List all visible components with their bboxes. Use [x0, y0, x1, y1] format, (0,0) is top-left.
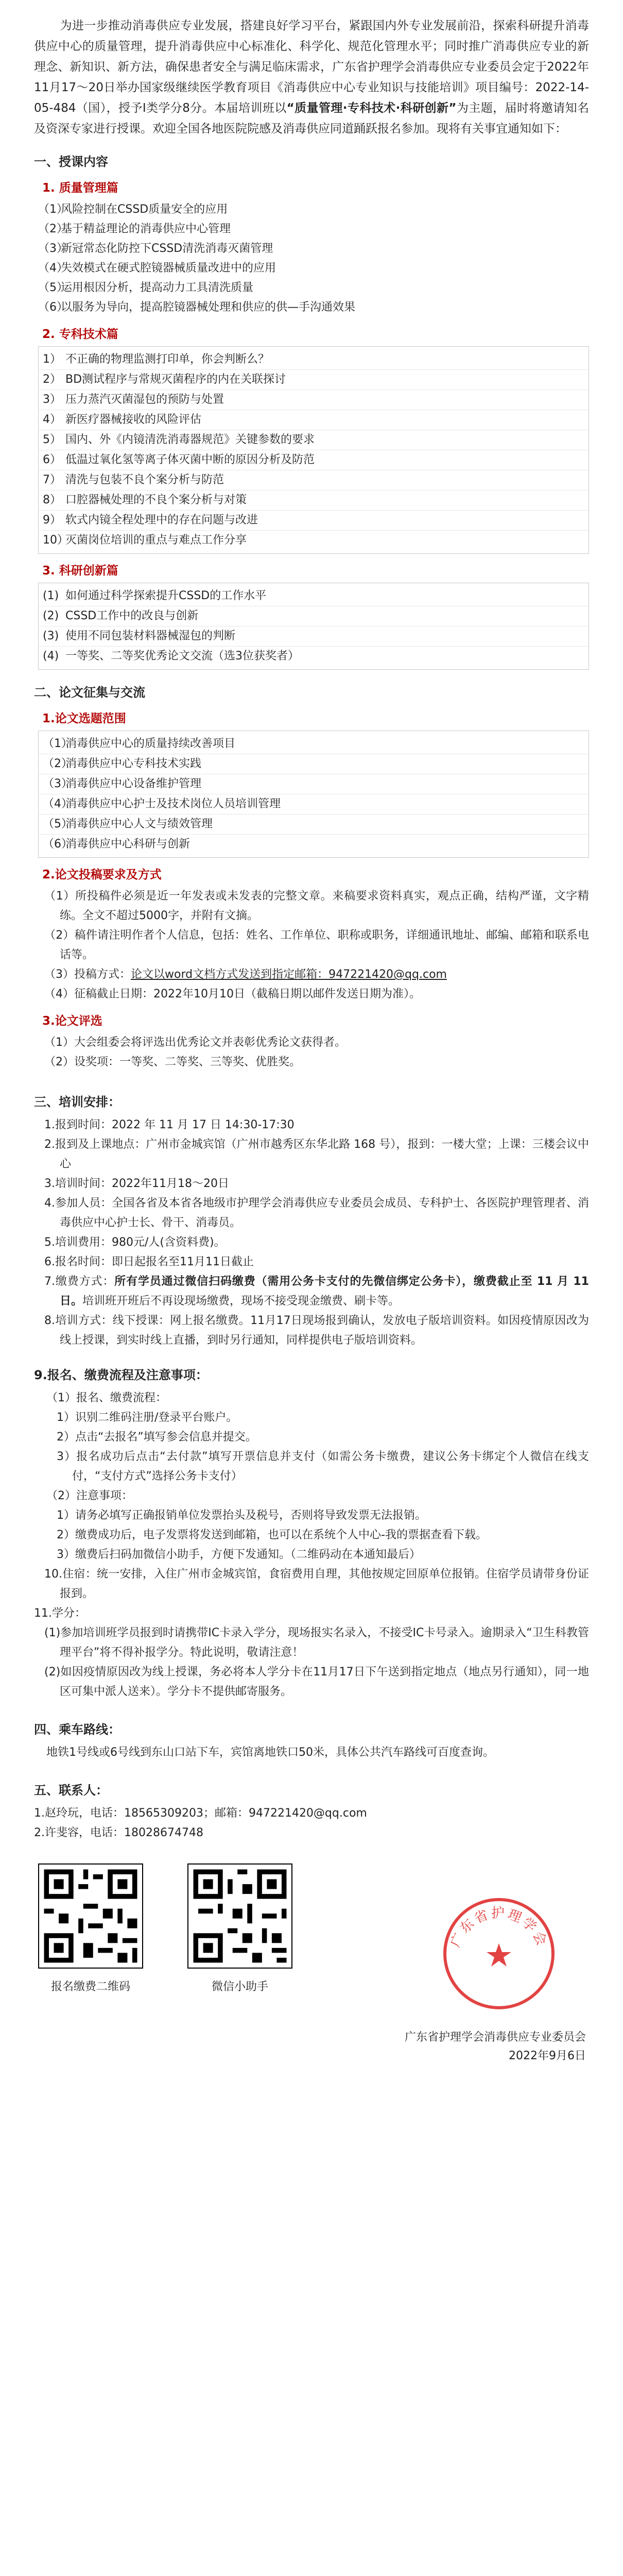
contact-2: 2.许斐容，电话：18028674748 — [34, 1826, 203, 1839]
list-num: 4） — [43, 413, 61, 426]
list-text: 低温过氧化氢等离子体灭菌中断的原因分析及防范 — [65, 453, 315, 466]
list-text: 口腔器械处理的不良个案分析与对策 — [65, 494, 247, 506]
submission-p4: （4）征稿截止日期：2022年10月10日（截稿日期以邮件发送日期为准）。 — [44, 988, 421, 1001]
accommodation: 10.住宿：统一安排，入住广州市金城宾馆，食宿费用自理，其他按规定回原单位报销。住宿学员请带身份证报到。 — [44, 1568, 589, 1600]
list-num: （2） — [38, 223, 68, 235]
submission-email-link[interactable]: 论文以word文档方式发送到指定邮箱：947221420@qq.com — [131, 968, 447, 981]
list-item — [39, 490, 589, 511]
quality-management-title: 1. 质量管理篇 — [42, 181, 118, 195]
intro-text-2: 为主题，届时将邀请知名及资深专家进行授课。欢迎全国各地医院院感及消毒供应同道踊跃报名参加。现将有关事宜通知如下： — [34, 101, 590, 135]
list-num: (2) — [43, 609, 59, 622]
list-item — [39, 606, 589, 626]
intro-text-1: 为进一步推动消毒供应专业发展，搭建良好学习平台，紧跟国内外专业发展前沿，探索科研提升消毒供应中心的质量管理，提升消毒供应中心标准化、科学化、规范化管理水平；同时推广消毒供应专业的新理念、新知识、新方法，确保患者安全与满足临床需求，广东省护理学会消毒供应专业委员会定于2022年11月17～20日举办国家级继续医学教育项目《消毒供应中心专业知识与技能培训》项目编号：2022-14-05-484（国），授予I类学分8分。本届培训班以 — [34, 19, 589, 115]
training-p3: 3.培训时间：2022年11月18～20日 — [44, 1177, 229, 1190]
credit-1: (1)参加培训班学员报到时请携带IC卡录入学分，现场报实名录入，不接受IC卡号录入。逾期录入“卫生科教管理平台”将不得补报学分。特此说明，敬请注意！ — [44, 1626, 589, 1659]
note-2: 2）缴费成功后，电子发票将发送到邮箱，也可以在系统个人中心-我的票据查看下载。 — [57, 1529, 487, 1541]
list-text: 消毒供应中心科研与创新 — [65, 838, 191, 851]
list-num: （4） — [38, 262, 68, 275]
credit-2: (2)如因疫情原因改为线上授课，务必将本人学分卡在11月17日下午送到指定地点（地点另行通知），同一地区可集中派人送来）。学分卡不提供邮寄服务。 — [44, 1666, 589, 1698]
list-num: （1） — [43, 737, 73, 750]
list-num: （5） — [43, 818, 73, 831]
list-item — [39, 815, 589, 835]
stamp-seal-icon — [440, 1894, 558, 2013]
list-text: 失效模式在硬式腔镜器械质量改进中的应用 — [61, 262, 276, 275]
list-text: 消毒供应中心设备维护管理 — [65, 777, 202, 790]
list-item — [39, 370, 589, 390]
contact-title: 五、联系人： — [34, 1783, 108, 1798]
list-text: 压力蒸汽灭菌湿包的预防与处置 — [65, 393, 224, 406]
review-p2: （2）设奖项：一等奖、二等奖、三等奖、优胜奖。 — [44, 1056, 301, 1069]
list-item — [39, 511, 589, 531]
review-title: 3.论文评选 — [42, 1014, 102, 1028]
list-num: 5） — [43, 433, 61, 446]
submission-p1: （1）所投稿件必须是近一年发表或未发表的完整文章。来稿要求资料真实，观点正确，结构严谨，文字精练。全文不超过5000字，并附有文摘。 — [44, 890, 589, 922]
list-num: 6） — [43, 453, 61, 466]
paper-scope-title: 1.论文选题范围 — [42, 712, 126, 725]
list-item — [39, 470, 589, 490]
section-teaching-content-title: 一、授课内容 — [34, 155, 108, 169]
training-p8: 8.培训方式：线下授课：网上报名缴费。11月17日现场报到确认，发放电子版培训资料。如因疫情原因改为线上授课，到实时线上直播，到时另行通知，同样提供电子版培训资料。 — [44, 1314, 589, 1347]
flow-step-3: 3）报名成功后点击“去付款”填写开票信息并支付（如需公务卡缴费，建议公务卡绑定个人微信在线支付，“支付方式”选择公务卡支付） — [57, 1450, 589, 1483]
list-num: (4) — [43, 650, 59, 663]
registration-qr-block — [34, 1863, 147, 1994]
submission-title: 2.论文投稿要求及方式 — [42, 868, 162, 882]
list-item — [39, 647, 589, 666]
list-text: 风险控制在CSSD质量安全的应用 — [61, 203, 228, 216]
research-title: 3. 科研创新篇 — [42, 564, 118, 578]
list-text: 消毒供应中心专科技术实践 — [65, 757, 202, 770]
training-p7-bold: 所有学员通过微信扫码缴费（需用公务卡支付的先微信绑定公务卡），缴费截止至 11 月 11 日。 — [60, 1275, 589, 1308]
list-num: （3） — [43, 777, 73, 790]
training-p2: 2.报到及上课地点：广州市金城宾馆（广州市越秀区东华北路 168 号），报到：一楼大堂；上课：三楼会议中心 — [44, 1138, 589, 1171]
list-num: (1) — [43, 589, 59, 602]
list-item — [39, 835, 589, 854]
list-item — [34, 219, 589, 239]
training-p7-lead: 7.缴费方式： — [44, 1275, 115, 1288]
list-num: （5） — [38, 281, 68, 294]
intro-paragraph — [34, 15, 589, 139]
list-text: 新冠常态化防控下CSSD清洗消毒灭菌管理 — [61, 242, 273, 255]
list-item — [39, 430, 589, 450]
list-item — [39, 774, 589, 794]
flow-title: （1）报名、缴费流程： — [46, 1392, 167, 1404]
list-item — [34, 298, 589, 317]
list-num: (3) — [43, 630, 59, 642]
training-p6: 6.报名时间：即日起报名至11月11日截止 — [44, 1256, 254, 1268]
qr-pattern-icon — [188, 1865, 291, 1968]
list-item — [39, 626, 589, 647]
list-text: 软式内镜全程处理中的存在问题与改进 — [65, 514, 258, 527]
list-item — [34, 239, 589, 259]
list-item — [39, 531, 589, 550]
list-item — [39, 794, 589, 815]
list-item — [39, 586, 589, 606]
intro-theme: “质量管理·专科技术·科研创新” — [286, 101, 457, 115]
list-text: 消毒供应中心护士及技术岗位人员培训管理 — [65, 798, 281, 810]
list-num: 10） — [43, 534, 68, 547]
training-p1: 1.报到时间：2022 年 11 月 17 日 14:30-17:30 — [44, 1118, 295, 1131]
list-item — [39, 390, 589, 410]
list-text: 消毒供应中心人文与绩效管理 — [65, 818, 213, 831]
list-item — [39, 450, 589, 470]
submission-p3-lead: （3）投稿方式： — [44, 968, 131, 981]
official-stamp — [440, 1894, 558, 2013]
list-num: （4） — [43, 798, 73, 810]
training-p5: 5.培训费用：980元/人(含资料费)。 — [44, 1236, 226, 1249]
list-item — [39, 350, 589, 370]
training-p4: 4.参加人员：全国各省及本省各地级市护理学会消毒供应专业委员会成员、专科护士、各医院护理管理者、消毒供应中心护士长、骨干、消毒员。 — [44, 1197, 589, 1229]
note-1: 1）请务必填写正确报销单位发票抬头及税号，否则将导致发票无法报销。 — [57, 1509, 426, 1522]
note-title: （2）注意事项： — [46, 1489, 133, 1502]
list-item — [34, 278, 589, 298]
list-num: 7） — [43, 473, 61, 486]
review-p1: （1）大会组委会将评选出优秀论文并表彰优秀论文获得者。 — [44, 1036, 346, 1049]
list-item — [39, 754, 589, 774]
flow-step-1: 1）识别二维码注册/登录平台账户。 — [57, 1411, 238, 1424]
research-list — [38, 583, 589, 670]
stamp-text: 广东省护理学会 — [447, 1906, 550, 1950]
credit-title: 11.学分： — [34, 1607, 86, 1620]
transport-title: 四、乘车路线： — [34, 1722, 120, 1737]
list-num: （3） — [38, 242, 68, 255]
list-text: 新医疗器械接收的风险评估 — [65, 413, 202, 426]
technique-list — [38, 346, 589, 554]
transport-text: 地铁1号线或6号线到东山口站下车，宾馆离地铁口50米，具体公共汽车路线可百度查询。 — [46, 1746, 494, 1759]
qr-pattern-icon — [39, 1865, 142, 1968]
list-text: 消毒供应中心的质量持续改善项目 — [65, 737, 236, 750]
registration-qr-code[interactable] — [38, 1863, 143, 1969]
training-p7 — [34, 1272, 589, 1311]
assistant-qr-block — [183, 1863, 297, 1994]
list-text: 如何通过科学探索提升CSSD的工作水平 — [65, 589, 267, 602]
list-text: 运用根因分析，提高动力工具清洗质量 — [61, 281, 254, 294]
assistant-qr-code[interactable] — [187, 1863, 292, 1969]
list-num: （6） — [38, 301, 68, 314]
quality-management-list — [34, 200, 589, 317]
section-paper-title: 二、论文征集与交流 — [34, 685, 145, 700]
contact-1: 1.赵玲玩，电话：18565309203；邮箱：947221420@qq.com — [34, 1807, 367, 1820]
list-num: （6） — [43, 838, 73, 851]
section-training-title: 三、培训安排： — [34, 1095, 120, 1109]
list-num: 8） — [43, 494, 61, 506]
list-text: 使用不同包装材料器械湿包的判断 — [65, 630, 236, 642]
list-num: 1） — [43, 353, 61, 366]
list-num: 3） — [43, 393, 61, 406]
list-text: 以服务为导向，提高腔镜器械处理和供应的供—手沟通效果 — [61, 301, 356, 314]
submission-p2: （2）稿件请注明作者个人信息，包括：姓名、工作单位、职称或职务，详细通讯地址、邮编、邮箱和联系电话等。 — [44, 929, 589, 961]
list-text: 不正确的物理监测打印单，你会判断么？ — [65, 353, 270, 366]
training-p7-tail: 培训班开班后不再设现场缴费，现场不接受现金缴费、刷卡等。 — [82, 1295, 400, 1308]
list-num: （1） — [38, 203, 68, 216]
list-text: 清洗与包装不良个案分析与防范 — [65, 473, 224, 486]
signature-date: 2022年9月6日 — [509, 2049, 586, 2062]
registration-title: 9.报名、缴费流程及注意事项： — [34, 1368, 208, 1382]
list-text: 一等奖、二等奖优秀论文交流（选3位获奖者） — [65, 650, 299, 663]
flow-step-2: 2）点击“去报名”填写参会信息并提交。 — [57, 1431, 257, 1444]
assistant-qr-caption: 微信小助手 — [211, 1980, 268, 1993]
list-text: 国内、外《内镜清洗消毒器规范》关键参数的要求 — [65, 433, 315, 446]
list-item — [34, 259, 589, 278]
note-3: 3）缴费后扫码加微信小助手，方便下发通知。（二维码动在本通知最后） — [57, 1548, 421, 1561]
qr-area — [34, 1863, 589, 2049]
list-item — [39, 410, 589, 430]
list-num: 2） — [43, 373, 61, 386]
submission-p3 — [34, 965, 589, 985]
signature-org: 广东省护理学会消毒供应专业委员会 — [404, 2031, 586, 2044]
list-num: （2） — [43, 757, 73, 770]
list-item — [34, 200, 589, 219]
list-item — [39, 734, 589, 754]
list-text: BD测试程序与常规灭菌程序的内在关联探讨 — [65, 373, 286, 386]
technique-title: 2. 专科技术篇 — [42, 328, 118, 341]
paper-scope-list — [38, 731, 589, 858]
list-text: CSSD工作中的改良与创新 — [65, 609, 199, 622]
list-text: 基于精益理论的消毒供应中心管理 — [61, 223, 231, 235]
list-text: 灭菌岗位培训的重点与难点工作分享 — [65, 534, 247, 547]
registration-qr-caption: 报名缴费二维码 — [50, 1980, 130, 1993]
list-num: 9） — [43, 514, 61, 527]
